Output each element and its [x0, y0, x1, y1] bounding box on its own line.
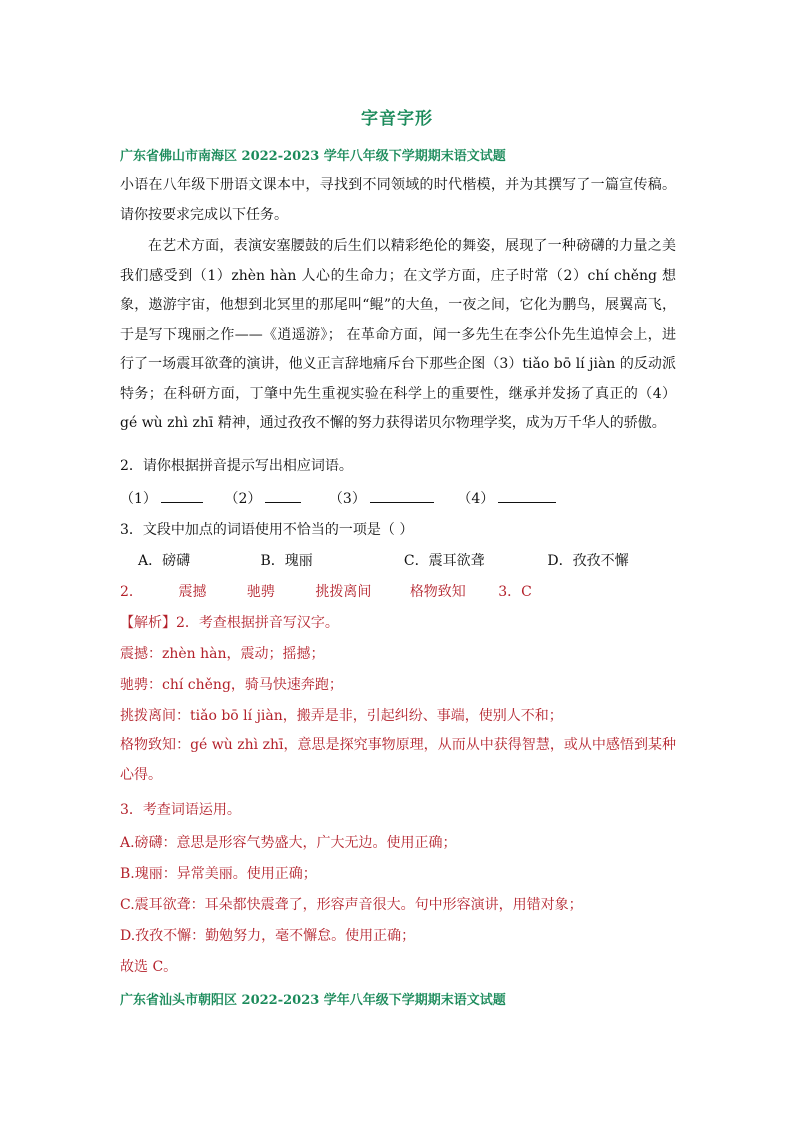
blank-item: （4） [457, 488, 556, 508]
exam-source-heading-2: 广东省汕头市朝阳区 2022-2023 学年八年级下学期期末语文试题 [120, 993, 506, 1008]
question-2: 2．请你根据拼音提示写出相应词语。 [120, 458, 353, 474]
analysis-option-d: D.孜孜不懈：勤勉努力，毫不懈怠。使用正确； [120, 928, 416, 944]
blank-line[interactable] [498, 488, 556, 503]
blank-item: （2） [224, 488, 324, 508]
options-row [138, 550, 629, 570]
blank-line[interactable] [265, 488, 301, 503]
analysis-option-b: B.瑰丽：异常美丽。使用正确； [120, 866, 317, 882]
answer-4: 格物致知 [409, 584, 466, 600]
analysis-option-a: A.磅礴：意思是形容气势盛大，广大无边。使用正确； [120, 835, 457, 851]
analysis-heading [120, 612, 339, 632]
analysis-q3-intro: 3．考查词语运用。 [120, 802, 241, 818]
analysis-line: 驰骋：chí chěng，骑马快速奔跑； [120, 677, 343, 693]
answer-number: 2． [120, 584, 143, 600]
answer-2: 驰骋 [246, 584, 275, 600]
option-d[interactable]: D．孜孜不懈 [547, 553, 629, 569]
conclusion: 故选 C。 [120, 959, 178, 975]
page-title: 字音字形 [361, 109, 433, 129]
analysis-q2-intro: 2．考查根据拼音写汉字。 [176, 615, 339, 631]
question-3: 3．文段中加点的词语使用不恰当的一项是（ ） [120, 522, 414, 538]
analysis-gewu: 格物致知：gé wù zhì zhī，意思是探究事物原理，从而从中获得智慧，或从中感悟到某种心得。 [120, 737, 676, 783]
blank-line[interactable] [370, 488, 434, 503]
answers-row [120, 581, 532, 601]
intro-paragraph: 小语在八年级下册语文课本中，寻找到不同领域的时代楷模，并为其撰写了一篇宣传稿。请你按要求完成以下任务。 [120, 177, 676, 223]
analysis-option-c: C.震耳欲聋：耳朵都快震聋了，形容声音很大。句中形容演讲，用错对象； [120, 897, 583, 913]
answer-blanks-row [120, 488, 556, 508]
analysis-line: 震撼：zhèn hàn，震动；摇撼； [120, 646, 325, 662]
blank-item: （3） [329, 488, 453, 508]
option-a[interactable]: A．磅礴 [138, 553, 191, 569]
answer-3: 挑拨离间 [315, 584, 372, 600]
analysis-label: 【解析】 [120, 615, 176, 631]
answer-1: 震撼 [178, 584, 207, 600]
exam-source-heading: 广东省佛山市南海区 2022-2023 学年八年级下学期期末语文试题 [120, 149, 506, 164]
option-c[interactable]: C．震耳欲聋 [403, 553, 485, 569]
answer-q3: 3．C [498, 584, 532, 600]
option-b[interactable]: B．瑰丽 [260, 553, 313, 569]
blank-line[interactable] [161, 488, 203, 503]
passage-paragraph: 在艺术方面，表演安塞腰鼓的后生们以精彩绝伦的舞姿，展现了一种磅礴的力量之美我们感受到（1）zhèn hàn 人心的生命力；在文学方面，庄子时常（2）chí chěng 想象，遨游宇宙，他想到北冥里的那尾叫“鲲”的大鱼，一夜之间，它化为鹏鸟，展翼高飞，于是写下瑰丽之作——《逍遥游》； 在革命方面，闻一多先生在李公仆先生追悼会上，进行了一场震耳欲聋的演讲，他义正言辞地痛斥台下那些企图（3）tiǎo bō lí jiàn 的反动派特务；在科研方面，丁肇中先生重视实验在科学上的重要性，继承并发扬了真正的（4）gé wù zhì zhī 精神，通过孜孜不懈的努力获得诺贝尔物理学奖，成为万千华人的骄傲。 [120, 238, 676, 431]
analysis-line: 挑拨离间：tiǎo bō lí jiàn，搬弄是非，引起纠纷、事端，使别人不和； [120, 708, 563, 724]
blank-item: （1） [120, 488, 220, 508]
